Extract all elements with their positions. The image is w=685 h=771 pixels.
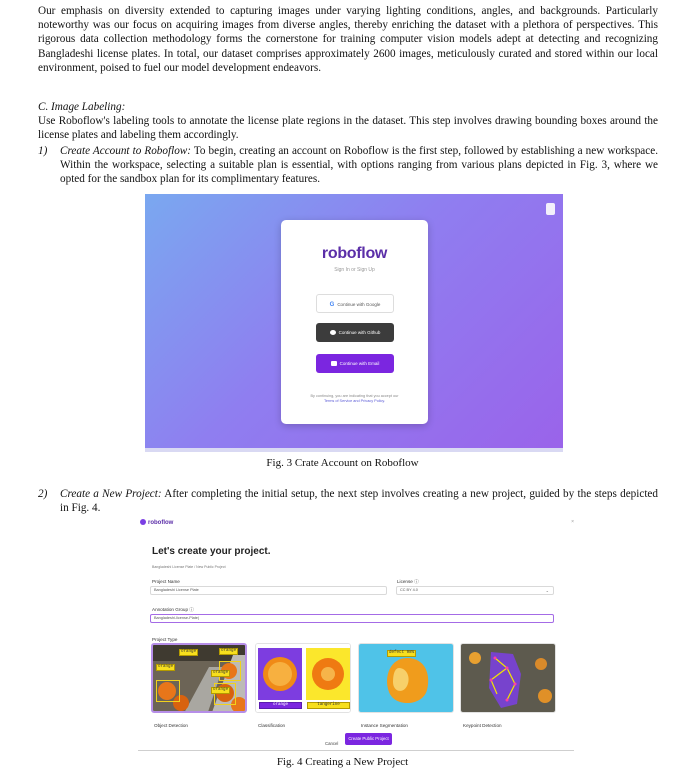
continue-github-button[interactable] [316,323,394,342]
bbox [156,680,180,702]
label-tag-orange: orange [213,688,229,692]
close-icon[interactable]: × [571,519,574,525]
class-tag-orange: orange [259,702,302,709]
page-title: Let's create your project. [152,546,271,557]
project-name-input[interactable]: Bangladeshi License Plate [150,586,387,595]
github-button-label: Continue with Github [338,330,381,335]
annotation-group-label: Annotation Group ⓘ [152,607,194,612]
figure-4-bottom-rule [138,750,574,751]
item2-number: 2) [38,488,48,500]
terms-link[interactable]: Terms of Service and Privacy Policy. [323,399,386,403]
cancel-button[interactable]: Cancel [325,741,339,746]
item2-text: After completing the initial setup, the next step involves creating a new project, guided by the steps depicted in Fig. 4. [60,488,658,515]
item1-paragraph [60,144,658,187]
google-button-label: Continue with Google [337,302,381,307]
license-select[interactable] [396,586,554,595]
github-icon [330,330,336,335]
project-name-label: Project Name [152,579,180,584]
bottom-strip [145,448,563,452]
project-type-instance-segmentation[interactable] [358,643,454,713]
label-tag-orange: orange [181,650,197,654]
email-button-label: Continue with Email [339,361,380,366]
figure-4-caption: Fig. 4 Creating a New Project [276,756,409,768]
item2-paragraph [60,487,658,515]
signin-subtitle: Sign In or Sign Up [334,267,375,273]
defect-tag: defect 98% [389,651,415,655]
project-type-keypoint-detection[interactable] [460,643,556,713]
keypoint-detection-thumbnail [461,644,556,713]
label-tag-orange: orange [221,649,237,653]
item2-lead: Create a New Project: [60,488,162,500]
roboflow-logo: roboflow [321,245,388,262]
item1-lead: Create Account to Roboflow: [60,145,191,157]
email-icon [331,361,337,366]
roboflow-header-text: roboflow [148,520,174,526]
chevron-down-icon: ⌄ [545,588,549,593]
terms-prefix: By continuing, you are indicating that you accept our [310,394,399,398]
figure-3-signin-screenshot [145,194,563,452]
label-tag-orange: orange [158,665,174,669]
continue-email-button[interactable] [316,354,394,373]
signin-card [281,220,428,424]
intro-paragraph: Our emphasis on diversity extended to capturing images under varying lighting conditions, angles, and backgrounds. Particularly noteworthy was our focus on acquiring images from diverse angles, thereby enriching the dataset with a plethora of perspectives. This rigorous data collection methodology forms the cornerstone for training computer vision models adept at detecting and recognizing Bangladeshi license plates. In total, our dataset comprises approximately 2600 images, meticulously curated and stored within our local environment, poised to fuel our model development endeavors. [38,5,658,74]
project-type-classification[interactable] [255,643,351,713]
section-heading: C. Image Labeling: [38,101,126,113]
figure-4-create-project-screenshot [138,514,574,748]
terms-notice [299,394,410,404]
chat-widget-icon [546,203,555,215]
figure-3-caption: Fig. 3 Crate Account on Roboflow [266,457,419,469]
item1-number: 1) [38,145,48,157]
type-label-classification: Classification [258,723,286,728]
google-icon: G [329,302,335,308]
roboflow-logo-icon [140,519,146,525]
section-paragraph: Use Roboflow's labeling tools to annotate the license plate regions in the dataset. This step involves drawing bounding boxes around the license plates and labeling them accordingly. [38,115,658,142]
item1-text: To begin, creating an account on Roboflow is the first step, followed by establishing a new workspace. Within the workspace, selecting a suitable plan is essential, with options ranging from various plans depicted in Fig. 3, where we opted for the sandbox plan for its complimentary features. [60,145,658,186]
license-label: License ⓘ [397,579,419,584]
project-type-object-detection[interactable] [151,643,247,713]
create-public-project-button[interactable]: Create Public Project [345,733,392,745]
license-value: CC BY 4.0 [400,588,418,592]
annotation-group-input[interactable]: Bangladeshi-license-Plate| [150,614,554,623]
continue-google-button[interactable] [316,294,394,313]
roboflow-header-logo [140,516,173,530]
type-label-object-detection: Object Detection [154,723,188,728]
class-tag-tangerine: tangerine [307,702,350,709]
project-type-label: Project Type [152,637,178,642]
type-label-instance-segmentation: Instance Segmentation [361,723,408,728]
breadcrumb: Bangladeshi License Plate / New Public Project [152,565,226,569]
type-label-keypoint-detection: Keypoint Detection [463,723,502,728]
label-tag-orange: orange [213,671,229,675]
